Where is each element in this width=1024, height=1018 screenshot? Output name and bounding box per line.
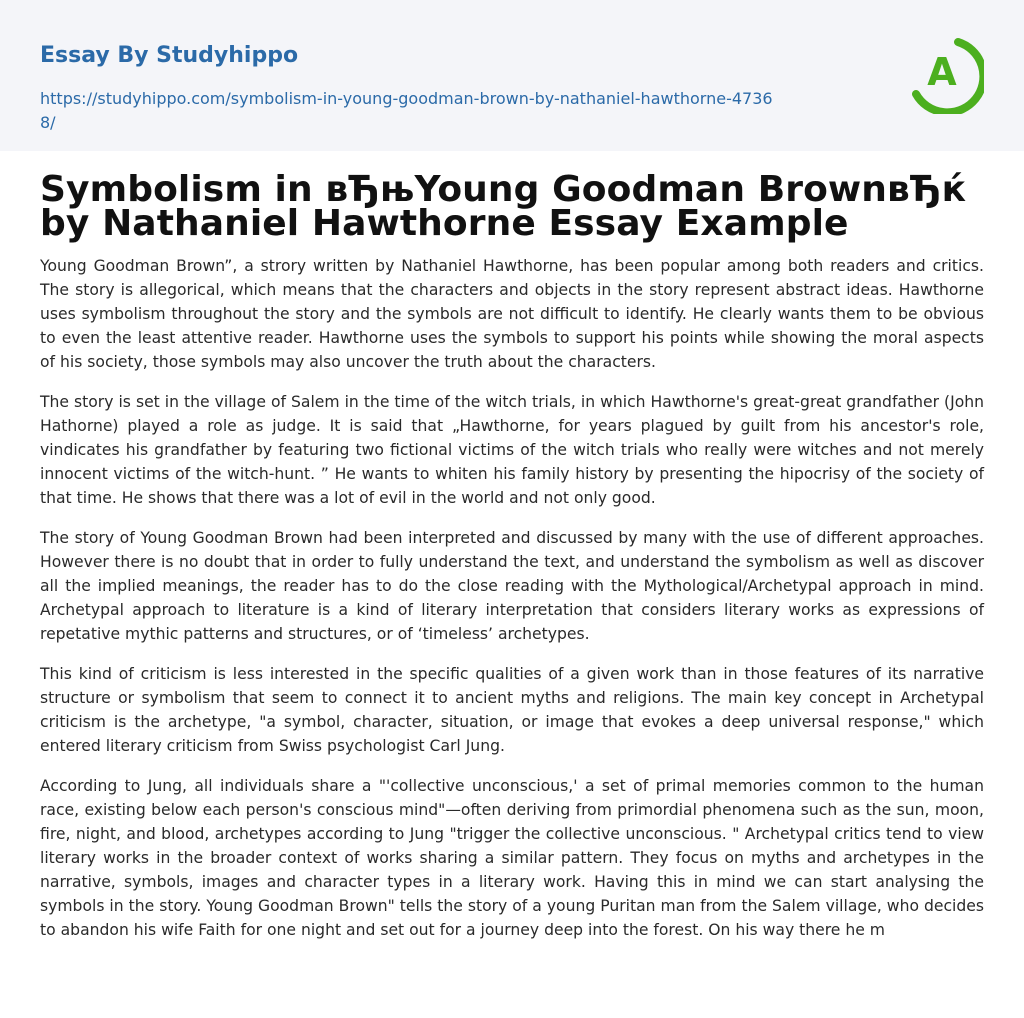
- paragraph: The story of Young Goodman Brown had been interpreted and discussed by many with the use of different approaches. However there is no doubt that in order to fully understand the text, and understand the symbolism as well as discover all the implied meanings, the reader has to do the close reading with the Mythological/Archetypal approach in mind. Archetypal approach to literature is a kind of literary interpretation that considers literary works as expressions of repetative mythic patterns and structures, or of ‘timeless’ archetypes.: [40, 529, 984, 643]
- studyhippo-logo-icon[interactable]: [900, 30, 984, 114]
- brand-title: Essay By Studyhippo: [40, 43, 299, 68]
- source-url-link[interactable]: https://studyhippo.com/symbolism-in-young-goodman-brown-by-nathaniel-hawthorne-47368/: [40, 89, 773, 132]
- paragraph: According to Jung, all individuals share a "'collective unconscious,' a set of primal memories common to the human race, existing below each person's conscious mind"—often deriving from primordial phenomena such as the sun, moon, fire, night, and blood, archetypes according to Jung "trigger the collective unconscious. " Archetypal critics tend to view literary works in the broader context of works sharing a similar pattern. They focus on myths and archetypes in the narrative, symbols, images and character types in a literary work. Having this in mind we can start analysing the symbols in the story. Young Goodman Brown" tells the story of a young Puritan man from the Salem village, who decides to abandon his wife Faith for one night and set out for a journey deep into the forest. On his way there he m: [40, 777, 984, 939]
- article-body: [40, 254, 984, 942]
- site-header: [0, 0, 1024, 151]
- logo-letter: A: [927, 50, 957, 94]
- article: [0, 169, 1024, 942]
- paragraph: The story is set in the village of Salem in the time of the witch trials, in which Hawthorne's great-great grandfather (John Hathorne) played a role as judge. It is said that „Hawthorne, for years plagued by guilt from his ancestor's role, vindicates his grandfather by featuring two fictional victims of the witch trials who really were witches and not merely innocent victims of the witch-hunt. ” He wants to whiten his family history by presenting the hipocrisy of the society of that time. He shows that there was a lot of evil in the world and not only good.: [40, 393, 984, 507]
- article-title: Symbolism in вЂњYoung Goodman BrownвЂќ by Nathaniel Hawthorne Essay Example: [40, 169, 967, 244]
- paragraph: This kind of criticism is less interested in the specific qualities of a given work than in those features of its narrative structure or symbolism that seem to connect it to ancient myths and religions. The main key concept in Archetypal criticism is the archetype, "a symbol, character, situation, or image that evokes a deep universal response," which entered literary criticism from Swiss psychologist Carl Jung.: [40, 665, 984, 755]
- paragraph: Young Goodman Brown”, a strory written by Nathaniel Hawthorne, has been popular among both readers and critics. The story is allegorical, which means that the characters and objects in the story represent abstract ideas. Hawthorne uses symbolism throughout the story and the symbols are not difficult to identify. He clearly wants them to be obvious to even the least attentive reader. Hawthorne uses the symbols to support his points while showing the moral aspects of his society, those symbols may also uncover the truth about the characters.: [40, 257, 984, 371]
